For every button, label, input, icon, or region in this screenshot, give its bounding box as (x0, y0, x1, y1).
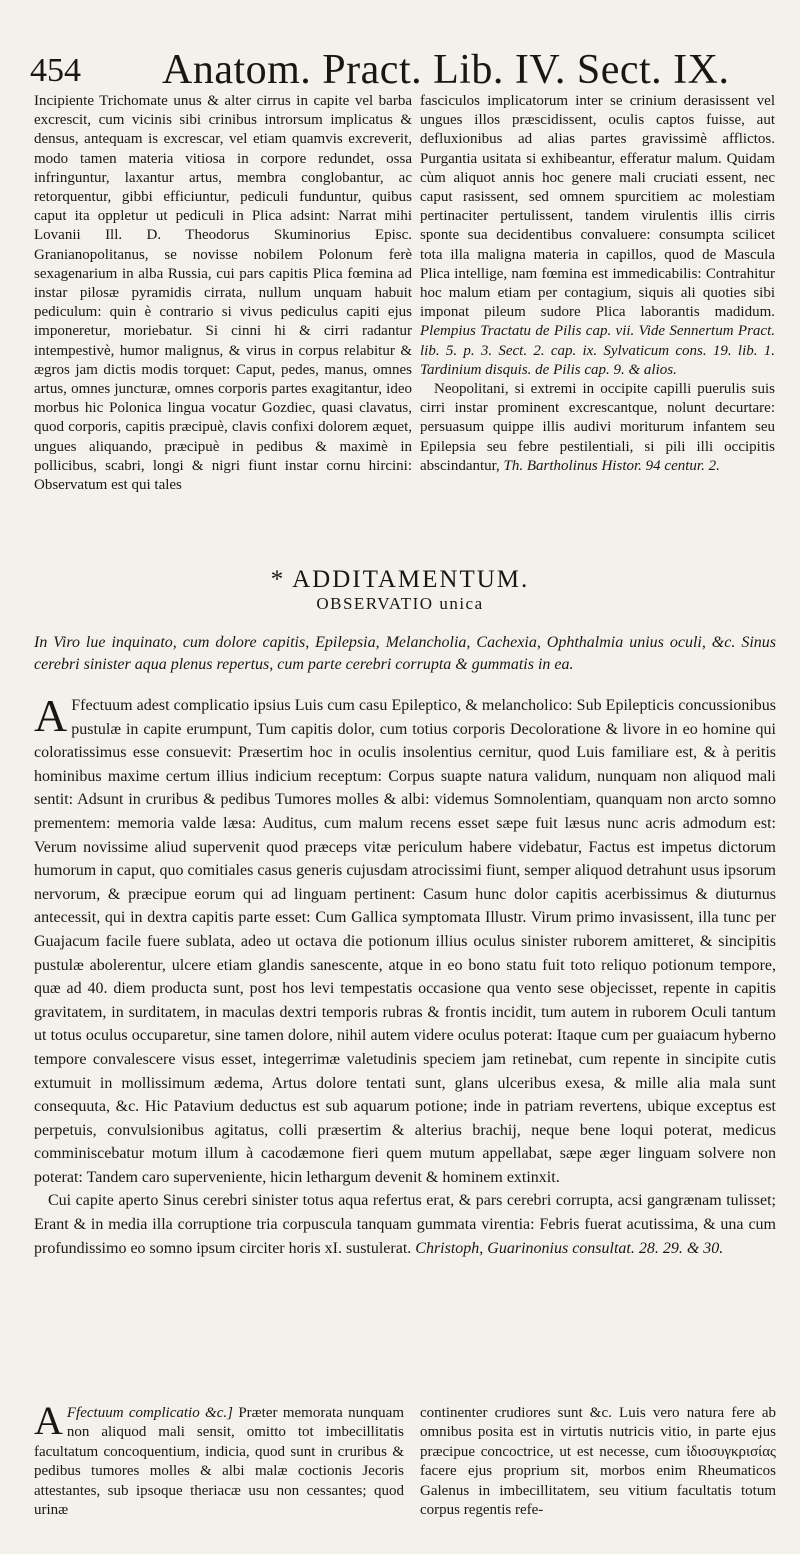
scholium-left-column (34, 1398, 404, 1520)
top-right-text-1: fasciculos implicatorum inter se crinium derasissent vel ungues illos præscidissent, oculis captos fuisse, aut defluxionibus ad alias partes gravissimè afflictos. Purgantia usitata si exhibeantur, efferatur malum. Quidam cùm aliquot annis hoc genere mali cruciati essent, nec caput rasissent, sed omnem spurcitiem ac molestiam pertinaciter pertulissent, tandem virulentis illis cirris sponte sua decidentibus convaluere: consumpta scilicet tota illa maligna materia in capillos, quod de Mascula Plica intellige, nam fœmina est immedicabilis: Contrahitur hoc malum etiam per contagium, siquis ali quoties sibi imponat pileum sudore Plica laborantis madidum. (420, 93, 775, 321)
top-right-text-2: Neopolitani, si extremi in occipite capilli puerulis suis cirri instar prominent excrescantque, nolunt decurtare: persuasum quippe illis audivi moriturum infantem seu Epilepsia seu febre pestilentiali, si pili illi occipitis abscindantur, (420, 381, 775, 474)
top-left-text: Incipiente Trichomate unus & alter cirrus in capite vel barba excrescit, cum vicinis sibi crinibus introrsum implicatus & densus, antequam is excrescar, vel etiam quamvis excreverit, modo tamen materia vitiosa in corpore redundet, ossa infringuntur, laxantur artus, membra conglobantur, ac retorquentur, gibbi efficiuntur, pediculi funduntur, quibus caput ita oppletur ut pediculi in Plica adsint: Narrat mihi Lovanii Ill. D. Theodorus Skuminorius Episc. Granianopolitanus, se novisse nobilem Polonum ferè sexagenarium in alba Russia, cui pars capitis Plica fœmina ad instar pilosæ pyramidis cirrata, nullum unquam habuit pediculum: quin è contrario si vivus pediculus capiti ejus imponeretur, moriebatur. Si cinni hi & cirri radantur intempestivè, humor malignus, & virus in corpus relabitur & ægros jam dictis modis torquet: Caput, pedes, manus, omnes artus, omnes juncturæ, omnes corporis partes exagitantur, ideo morbus hic Polonica lingua vocatur Gozdiec, quasi clavatus, quod corporis, capitis præcipuè, clavis confixi dolorem æquet, ungues aliquando, præcipuè in pedibus & maximè in pollicibus, scabri, longi & nigri fiunt instar cornu hircini: Observatum est qui tales (34, 93, 412, 494)
observatio-paragraph-2 (34, 1189, 776, 1260)
running-title: Anatom. Pract. Lib. IV. Sect. IX. (162, 47, 730, 93)
observatio-text-1: Ffectuum adest complicatio ipsius Luis cum casu Epileptico, & melancholico: Sub Epilepticis concussionibus pustulæ in capite erumpunt, Tum capitis dolor, cum totius corporis Decoloratione & livore in eo homine qui coloratissimus esse consuevit: Præsertim hoc in oculis insolentius cernitur, quod Luis familiare est, & à peritis hominibus maxime certum illius indicium receptum: Corpus suapte natura validum, nunquam non aliquod mali sentit: Adsunt in cruribus & pedibus Tumores molles & albi: videmus Somnolentiam, quanquam non arcto somno prementem: memoria valde læsa: Auditus, cum malum recens esset sæpe fuit læsus nunc acris admodum est: Verum novissime aliud supervenit quod præceps vitæ periculum habere videbatur, Factus est impetus dictorum humorum in caput, quo comitiales casus generis cujusdam atrocissimi fiunt, semper aliquod detrahunt usus ipsorum nervorum, & præcipue eorum qui ad linguam pertinent: Casum hunc dolor capitis acerbissimus & diuturnus antecessit, qui in dextra capitis parte esset: Cum Gallica symptomata Illustr. Virum primo invasissent, illa tunc per Guajacum facile fuere sublata, adeo ut octava die potionum illius oculus sinister ruborem amitteret, & sincipitis pustulæ abolerentur, ulcere etiam glandis sanescente, atque in eo bono statu fuit toto reliquo potionum tempore, quæ ad 40. diem producta sunt, post hos levi tempestatis occasione qua vento sese objecisset, repente in capitis gravitatem, in surditatem, in maculas dextri temporis rubras & frontis incidit, tum autem in ruborem Oculi tantum ut totus oculus occuparetur, sine tamen dolore, nihil autem videre oculus poterat: Itaque cum per guaiacum hyberno tempore convalescere visus esset, integerrimæ valetudinis speciem jam retinebat, cum repente in sincipite cutis extumuit in mollissimum ædema, Artus dolore tentati sunt, glans ulceribus exesa, & mille alia mala sunt consequuta, &c. Hic Patavium deductus est sub aquarum potione; inde in patriam revertens, ubique exceptus est perpetuis, convulsionibus agitatus, colli præsertim & alterius brachij, neque bene loqui poterat, medicus comminiscebatur motum illum à cacodæmone fieri quem mutum appellabat, sæpe æger linguam solvere non poterat: Tandem caro superveniente, hicin lethargum devenit & hominem extinxit. (34, 697, 776, 1186)
drop-cap: A (34, 690, 68, 741)
scholium-left-text: Præter memorata nunquam non aliquod mali sensit, omitto tot imbecillitatis facultatum concoquentium, indicia, quod sunt in cruribus & pedibus tumores molles & albi malæ coctionis Jecoris attestantes, sub ipsoque theriacæ usu non cessantes; quod urinæ (34, 1405, 404, 1519)
scholium-right-column (420, 1404, 776, 1520)
top-right-paragraph-1 (420, 92, 775, 380)
top-right-paragraph-2 (420, 380, 775, 476)
page-number: 454 (30, 52, 81, 89)
page-header (30, 46, 780, 98)
scholium-right-text: continenter crudiores sunt &c. Luis vero natura fere ab omnibus posita est in virtutis nutricis vitio, in parte ejus præcipue concoctrice, ut est necesse, cum ἰδιοσυγκρισίας facere ejus proprium sit, morbos enim Rheumaticos Galenus in imbecillitatem, seu vitium facultatis totum corpus regentis refe- (420, 1405, 776, 1519)
scholium-drop-cap: A (34, 1398, 63, 1443)
top-right-reference-1: Plempius Tractatu de Pilis cap. vii. Vide Sennertum Pract. lib. 5. p. 3. Sect. 2. cap. ix. Sylvaticum cons. 19. lib. 1. Tardinium disquis. de Pilis cap. 9. & alios. (420, 323, 775, 378)
observatio-reference: Christoph, Guarinonius consultat. 28. 29. & 30. (415, 1239, 724, 1257)
top-right-column (420, 92, 775, 476)
observatio-paragraph-1 (34, 690, 776, 1189)
case-title: In Viro lue inquinato, cum dolore capitis, Epilepsia, Melancholia, Cachexia, Ophthalmia unius oculi, &c. Sinus cerebri sinister aqua plenus repertus, cum parte cerebri corrupta & gummatis in ea. (34, 634, 776, 673)
scholium-left-paragraph (34, 1398, 404, 1520)
observatio-subheading: OBSERVATIO unica (316, 594, 484, 613)
observatio-body (34, 690, 776, 1260)
scholium-lead: Ffectuum complicatio &c.] (66, 1405, 233, 1421)
observatio-text-2: Cui capite aperto Sinus cerebri sinister totus aqua refertus erat, & pars cerebri corrupta, acsi gangrænam tulisset; Erant & in media illa corruptione tria corpuscula tanquam gummata virentia: Febris fuerat acutissima, & una cum profundissimo eo somno ipsum circiter horis xI. sustulerat. (34, 1192, 776, 1257)
top-left-column (34, 92, 412, 495)
top-right-reference-2: Th. Bartholinus Histor. 94 centur. 2. (503, 457, 720, 474)
additamentum-heading: * ADDITAMENTUM. (270, 566, 530, 593)
